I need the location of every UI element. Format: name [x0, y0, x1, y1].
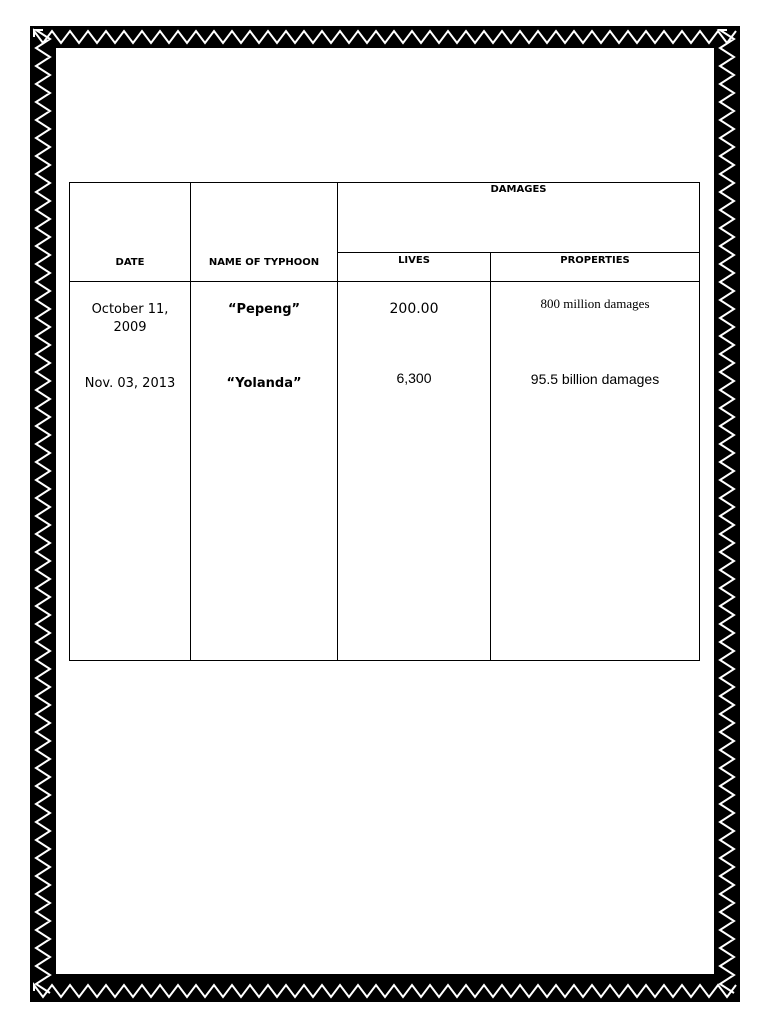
table-header-divider — [69, 281, 700, 282]
table-border-left — [69, 182, 70, 661]
row1-lives: 200.00 — [389, 301, 439, 317]
row2-typhoon-name: “Yolanda” — [226, 376, 302, 391]
row1-date-line2: 2009 — [113, 320, 147, 335]
row1-typhoon-name: “Pepeng” — [227, 302, 301, 317]
header-damages: DAMAGES — [490, 184, 547, 195]
header-properties: PROPERTIES — [560, 255, 630, 266]
row2-lives: 6,300 — [396, 370, 432, 386]
table-row-divider — [337, 252, 700, 253]
header-date: DATE — [115, 257, 145, 268]
row1-date-line1: October 11, — [91, 302, 169, 317]
table-col-divider — [190, 182, 191, 661]
table-col-divider — [337, 182, 338, 661]
row2-properties: 95.5 billion damages — [530, 371, 660, 387]
table-col-divider — [490, 252, 491, 661]
header-typhoon-name: NAME OF TYPHOON — [208, 257, 320, 268]
table-border-top — [69, 182, 700, 183]
row2-date: Nov. 03, 2013 — [84, 376, 176, 391]
table-border-bottom — [69, 660, 700, 661]
row1-properties: 800 million damages — [540, 296, 650, 311]
header-lives: LIVES — [398, 255, 430, 266]
table-border-right — [699, 182, 700, 661]
